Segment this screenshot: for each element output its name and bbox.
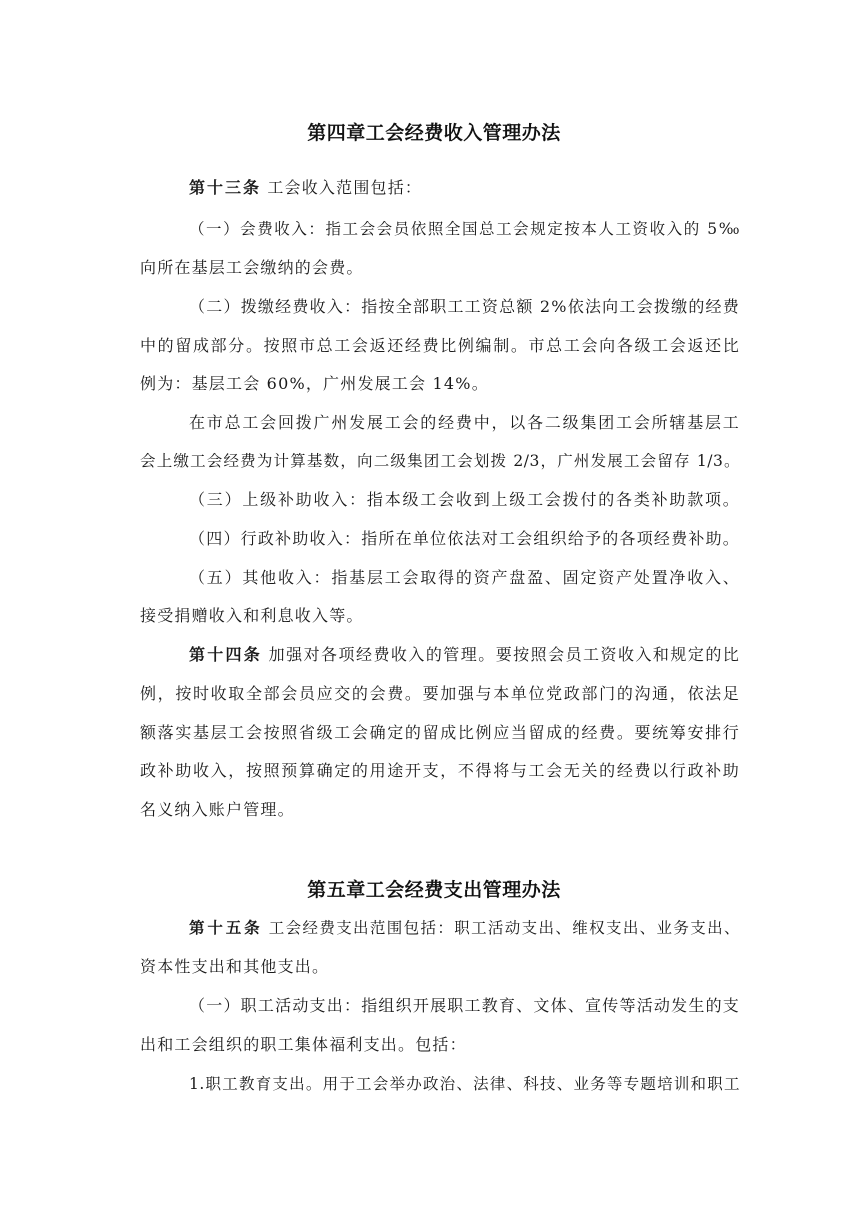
item-5-line-1: （五）其他收入：指基层工会取得的资产盘盈、固定资产处置净收入、 — [189, 568, 740, 587]
article-14-text-1: 加强对各项经费收入的管理。要按照会员工资收入和规定的比 — [268, 645, 740, 664]
article-15-line-1 — [189, 918, 740, 938]
article-15-text-1: 工会经费支出范围包括：职工活动支出、维权支出、业务支出、 — [268, 919, 740, 937]
chapter-4-title: 第四章工会经费收入管理办法 — [307, 122, 561, 144]
article-15-label: 第十五条 — [189, 919, 263, 937]
article-14-line-4: 政补助收入，按照预算确定的用途开支，不得将与工会无关的经费以行政补助 — [140, 761, 740, 780]
article-14-line-2: 例，按时收取全部会员应交的会费。要加强与本单位党政部门的沟通，依法足 — [140, 684, 740, 703]
item-2-line-3: 例为：基层工会 60%，广州发展工会 14%。 — [140, 374, 489, 393]
item-2-line-1: （二）拨缴经费收入：指按全部职工工资总额 2%依法向工会拨缴的经费 — [189, 297, 740, 316]
article-14-line-1 — [189, 645, 740, 665]
c5-item-1-line-1: （一）职工活动支出：指组织开展职工教育、文体、宣传等活动发生的支 — [189, 996, 740, 1015]
c5-item-1-line-2: 出和工会组织的职工集体福利支出。包括： — [140, 1035, 467, 1054]
article-13-intro: 工会收入范围包括： — [267, 178, 423, 197]
item-5-line-2: 接受捐赠收入和利息收入等。 — [140, 606, 364, 625]
article-14-line-5: 名义纳入账户管理。 — [140, 800, 295, 819]
item-3: （三）上级补助收入：指本级工会收到上级工会拨付的各类补助款项。 — [189, 490, 740, 509]
article-15-line-2: 资本性支出和其他支出。 — [140, 957, 330, 976]
article-14-label: 第十四条 — [189, 645, 263, 664]
paragraph-line-2: 会上缴工会经费为计算基数，向二级集团工会划拨 2/3，广州发展工会留存 1/3。 — [140, 452, 740, 470]
article-13-label: 第十三条 — [189, 178, 262, 197]
item-4: （四）行政补助收入：指所在单位依法对工会组织给予的各项经费补助。 — [189, 529, 740, 548]
item-1-line-2: 向所在基层工会缴纳的会费。 — [140, 258, 364, 277]
item-2-line-2: 中的留成部分。按照市总工会返还经费比例编制。市总工会向各级工会返还比 — [140, 336, 740, 355]
item-1-line-1: （一）会费收入：指工会会员依照全国总工会规定按本人工资收入的 5‰ — [189, 220, 740, 238]
article-14-line-3: 额落实基层工会按照省级工会确定的留成比例应当留成的经费。要统筹安排行 — [140, 723, 740, 742]
chapter-5-title: 第五章工会经费支出管理办法 — [307, 879, 561, 901]
article-13-line — [189, 178, 740, 198]
sub-item-1: 1.职工教育支出。用于工会举办政治、法律、科技、业务等专题培训和职工 — [189, 1075, 740, 1093]
paragraph-line-1: 在市总工会回拨广州发展工会的经费中，以各二级集团工会所辖基层工 — [189, 413, 740, 432]
